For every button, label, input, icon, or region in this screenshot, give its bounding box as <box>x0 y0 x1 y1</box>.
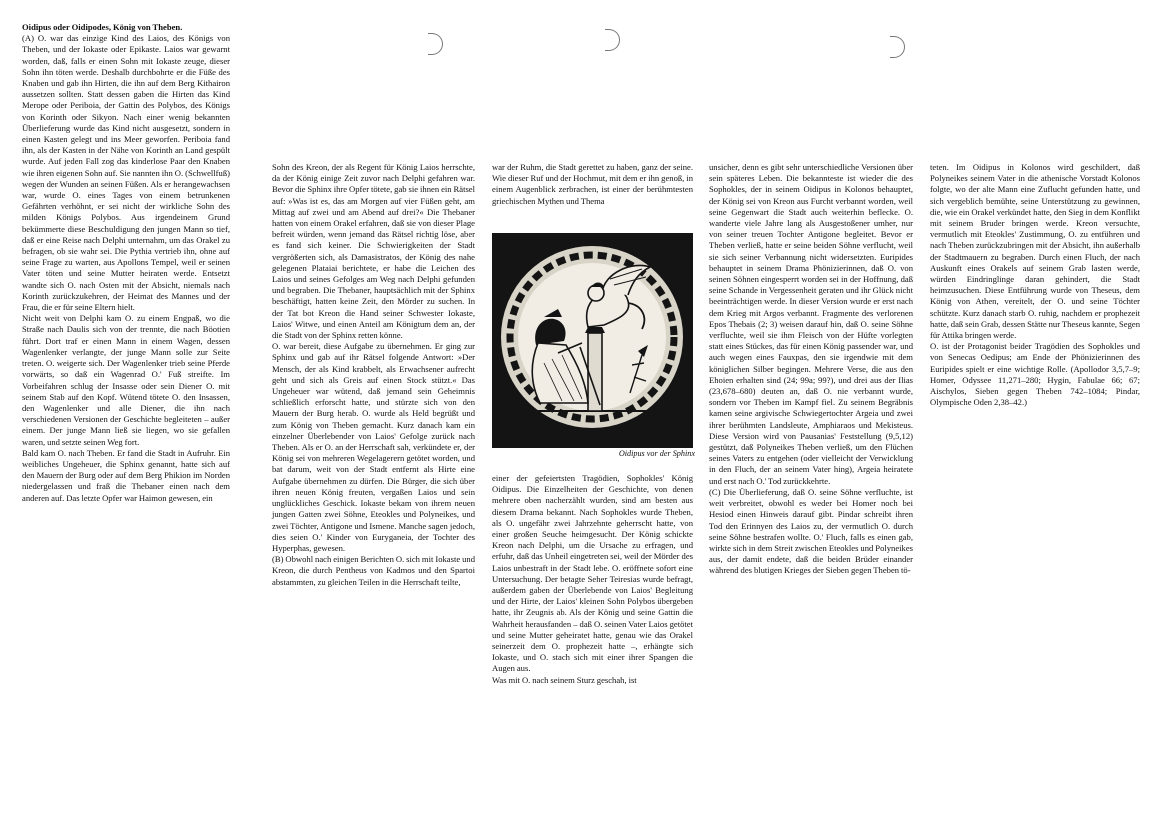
text-column-2 <box>272 162 475 588</box>
paragraph: teten. Im Oidipus in Kolonos wird geschildert, daß Polyneikes seinem Vater in die athenische Vorstadt Kolonos folgte, wo der alte Mann eine Zuflucht gefunden hatte, und sich vergeblich bemühte, seine Unterstützung zu gewinnen, die, wie ein Orakel verkündet hatte, den Sieg in dem Konflikt mit seinem Bruder bringen werde. Kreon versuchte, vermutlich mit Eteokles' Zustimmung, O. zu entführen und nach Theben zurückzubringen mit der Absicht, ihn außerhalb der Stadtmauern zu begraben. Durch einen Fluch, der nach Auskunft eines Orakels auf seinem Grab lasten werde, würden Eindringlinge daran gehindert, die Stadt heimzusuchen. Diese Entführung wurde von Theseus, dem König von Athen, vereitelt, der O. und seine Töchter schützte. Kurz danach starb O. ruhig, nachdem er prophezeit hatte, daß sein Grab, dessen Stätte nur Theseus kannte, Segen für Attika bringen werde. <box>930 162 1140 341</box>
paragraph: (A) O. war das einzige Kind des Laios, des Königs von Theben, und der Iokaste oder Epikaste. Laios war gewarnt worden, daß, falls er einen Sohn mit Iokaste zeuge, dieser Sohn ihn töten werde. Deshalb durchbohrte er die Füße des Knaben und gab ihn Hirten, die ihn auf dem Berg Kithairon aussetzen sollten. Statt dessen gaben die Hirten das Kind Merope oder Periboia, der Gattin des Polybos, des Königs von Korinth oder Sikyon. Nach einer wenig bekannten Überlieferung wurde das Kind nicht ausgesetzt, sondern in einen Kasten gelegt und ins Meer geworfen. Periboia fand ihn, als der Kasten in der Nähe von Korinth an Land gespült wurde. Auf jeden Fall zog das kinderlose Paar den Knaben wie ihren eigenen Sohn auf. Sie nannten ihn O. (Schwellfuß) wegen der Wunden an seinen Füßen. Als er herangewachsen war, wurde O. eines Tages von einem betrunkenen Gefährten verhöhnt, er sei nicht der wirkliche Sohn des milden Königs Polybos. Aus irgendeinem Grund bekümmerte diese Beschuldigung den jungen Mann so tief, daß er eine Reise nach Delphi unternahm, um das Orakel zu befragen, ob sie wahr sei. Die Pythia vertrieb ihn, ohne auf seine Frage zu warten, aus Apollons Tempel, weil er seinen Vater töten und seine Mutter heiraten werde. Entsetzt wandte sich O. nach Osten mit der Absicht, niemals nach Korinth zurückzukehren, der Heimat des Mannes und der Frau, die er für seine Eltern hielt. <box>22 33 230 313</box>
entry-heading: Oidipus oder Oidipodes, König von Theben. <box>22 22 183 32</box>
punch-hole-mark <box>605 29 620 51</box>
paragraph: unsicher, denn es gibt sehr unterschiedliche Versionen über sein späteres Leben. Die bekannteste ist wieder die des Sophokles, der in seinem Oidipus in Kolonos behauptet, der König sei von Kreon aus Furcht verbannt worden, weil seine Gegenwart die Stadt auch weiterhin beflecke. O. wanderte viele Jahre lang als Ausgestoßener umher, nur von seiner treuen Tochter Antigone begleitet. Bevor er Theben verließ, hatte er seine beiden Söhne verflucht, weil sie sich seiner Verbannung nicht widersetzten. Euripides behauptet in seinem Drama Phönizierinnen, daß O. von seinen Söhnen eingesperrt worden sei in der Hoffnung, daß seine Schande in Vergessenheit geraten und ihr Glück nicht beeinträchtigen werde. In dieser Version wurde er erst nach dem Krieg mit Argos verbannt. Fragmente des verlorenen Epos Thebais (2; 3) weisen darauf hin, daß O. seine Söhne verfluchte, weil sie ihm Fleisch von der Hüfte vorlegten statt eines Stückes, das für einen König passender war, und auch wegen eines Fauxpas, den sie irgendwie mit dem königlichen Silber begingen. Mehrere Verse, die aus den Ehoien erhalten sind (24; 99a; 99?), und drei aus der Ilias (23,678–680) deuten an, daß O. nie verbannt wurde, sondern vor Theben im Kampf fiel. Zu seinem Begräbnis kamen seine argivische Schwiegertochter Argeia und zwei ihrer berühmten Landsleute, Amphiaraos und Mekisteus. Diese Version wird von Pausanias' Feststellung (9,5,12) gestützt, daß Polyneikes Theben verließ, um den Flüchen seines Vaters zu entgehen (oder vielleicht der Verwicklung in den Fluch, der an seinem Vater hing), Argeia heiratete und erst nach O.' Tod zurückkehrte. <box>709 162 913 486</box>
paragraph: (B) Obwohl nach einigen Berichten O. sich mit Iokaste und Kreon, die durch Pentheus von Kadmos und den Spartoi abstammten, zu gleichen Teilen in die Herrschaft teilte, <box>272 554 475 587</box>
paragraph: Sohn des Kreon, der als Regent für König Laios herrschte, da der König einige Zeit zuvor nach Delphi gefahren war. Bevor die Sphinx ihre Opfer tötete, gab sie ihnen ein Rätsel auf: »Was ist es, das am Morgen auf vier Füßen geht, am Mittag auf zwei und am Abend auf drei?« Die Thebaner hatten von einem Orakel erfahren, daß sie von dieser Plage befreit würden, wenn jemand das Rätsel richtig löse, aber es fand sich keiner. Die Schwierigkeiten der Stadt vergrößerten sich, als Damasistratos, der König des nahe gelegenen Plataiai berichtete, er habe die Leichen des Laios und seines Gefolges am Weg nach Delphi gefunden und begraben. Die Thebaner, hauptsächlich mit der Sphinx beschäftigt, hatten keine Zeit, den Mörder zu suchen. In der Tat bot Kreon die Hand seiner Schwester Iokaste, Laios' Witwe, und einen Anteil am Königtum dem an, der die Stadt von der Sphinx retten könne. <box>272 162 476 341</box>
paragraph: Nicht weit von Delphi kam O. zu einem Engpaß, wo die Straße nach Daulis sich von der trennte, die nach Böotien führt. Dort traf er einen Mann in einem Wagen, dessen Wagenlenker verlangte, der junge Mann solle zur Seite treten. O. weigerte sich. Der Wagenlenker trieb seine Pferde vorwärts, so daß ein Wagenrad O.' Fuß streifte. Im Vorbeifahren schlug der Insasse oder sein Diener O. mit seinem Stab auf den Kopf. Wütend tötete O. den Insassen, den Wagenlenker und alle Diener, die ihn nach verschiedenen Versionen der Geschichte begleiteten – außer einem. Der junge Mann ließ sie liegen, wo sie gefallen waren, und setzte seinen Weg fort. <box>22 313 230 447</box>
figure-caption: Oidipus vor der Sphinx <box>618 449 695 458</box>
punch-hole-mark <box>890 36 905 58</box>
sphinx-vase-illustration <box>492 233 693 465</box>
paragraph: einer der gefeiertsten Tragödien, Sophokles' König Oidipus. Die Einzelheiten der Geschichte, von denen mehrere oben nacherzählt wurden, sind am besten aus diesem Drama bekannt. Nach Sophokles wurde Theben, als O. ungefähr zwei Jahrzehnte geherrscht hatte, von einer großen Seuche heimgesucht. Der König schickte Kreon nach Delphi, um die Ursache zu erfragen, und erfuhr, daß das Unheil eingetreten sei, weil der Mörder des Laios unbestraft in der Stadt lebe. O. eröffnete sofort eine Untersuchung. Der betagte Seher Teiresias wurde befragt, außerdem gaben der Überlebende von Laios' Begleitung und der Hirte, der Laios' kleinen Sohn Polybos übergeben hatte, ihr Zeugnis ab. Als der König und seine Gattin die Wahrheit herausfanden – daß O. seinen Vater Laios getötet und seine Mutter geheiratet hatte, genau wie das Orakel seinerzeit dem O. prophezeit hatte –, erhängte sich Iokaste, und O. stach sich mit einer ihrer Spangen die Augen aus. <box>492 473 693 674</box>
text-column-4 <box>709 162 913 577</box>
vase-painting-figure <box>492 233 693 465</box>
paragraph: (C) Die Überlieferung, daß O. seine Söhne verfluchte, ist weit verbreitet, obwohl es weder bei Homer noch bei Hesiod einen Hinweis darauf gibt. Pindar schreibt ihren Tod den Erinnyen des Laios zu, der vermutlich O. durch seine Söhne bestrafen wollte. O.' Fluch, falls es einen gab, wirkte sich in dem Streit zwischen Eteokles und Polyneikes aus, der damit endete, daß die beiden Brüder einander während des blutigen Krieges der Sieben gegen Theben tö- <box>709 486 913 576</box>
text-column-3-bottom <box>492 473 693 686</box>
punch-hole-mark <box>428 33 443 55</box>
paragraph: O. ist der Protagonist beider Tragödien des Sophokles und von Senecas Oedipus; am Ende der Phönizierinnen des Euripides spielt er eine wichtige Rolle. (Apollodor 3,5,7–9; Homer, Odyssee 11,271–280; Hygin, Fabulae 66; 67; Aischylos, Sieben gegen Theben 742–1084; Pindar, Olympische Oden 2,38–42.) <box>930 341 1140 408</box>
text-column-5 <box>930 162 1140 408</box>
text-column-1 <box>22 22 230 504</box>
text-column-3-top <box>492 162 693 207</box>
paragraph: Bald kam O. nach Theben. Er fand die Stadt in Aufruhr. Ein weibliches Ungeheuer, die Sphinx genannt, hatte sich auf den Mauern der Burg oder auf dem Berg Phikion im Norden niedergelassen und fraß die Thebaner einen nach dem anderen auf. Das letzte Opfer war Haimon gewesen, ein <box>22 447 230 503</box>
paragraph: war der Ruhm, die Stadt gerettet zu haben, ganz der seine. Wie dieser Ruf und der Hochmut, mit dem er ihn genoß, in einem Augenblick zerbrachen, ist einer der berühmtesten griechischen Mythen und Thema <box>492 162 693 206</box>
paragraph: Was mit O. nach seinem Sturz geschah, ist <box>492 674 637 685</box>
paragraph: O. war bereit, diese Aufgabe zu übernehmen. Er ging zur Sphinx und gab auf ihr Rätsel folgende Antwort: »Der Mensch, der als Kind krabbelt, als Erwachsener aufrecht geht und sich als Greis auf einen Stock stützt.« Das Ungeheuer war wütend, daß jemand sein Geheimnis schließlich erforscht hatte, und stürzte sich von den Mauern der Burg herab. O. wurde als Held begrüßt und zum König von Theben gemacht. Kurz danach kam ein einzelner Überlebender von Laios' Gefolge zurück nach Theben. Als er O. an der Herrschaft sah, verkündete er, der König sei von mehreren Wegelagerern getötet worden, und bat darum, weit von der Stadt entfernt als Hirte eine Aufgabe übernehmen zu dürfen. Die Bürger, die sich über ihren neuen König freuten, vergaßen Laios und sein unglückliches Geschick. Iokaste bekam von ihrem neuen jungen Gatten zwei Söhne, Eteokles und Polyneikes, und zwei Töchter, Antigone und Ismene. Manche sagen jedoch, dies seien O.' Kinder von Euryganeia, der Tochter des Hyperphas, gewesen. <box>272 341 475 553</box>
